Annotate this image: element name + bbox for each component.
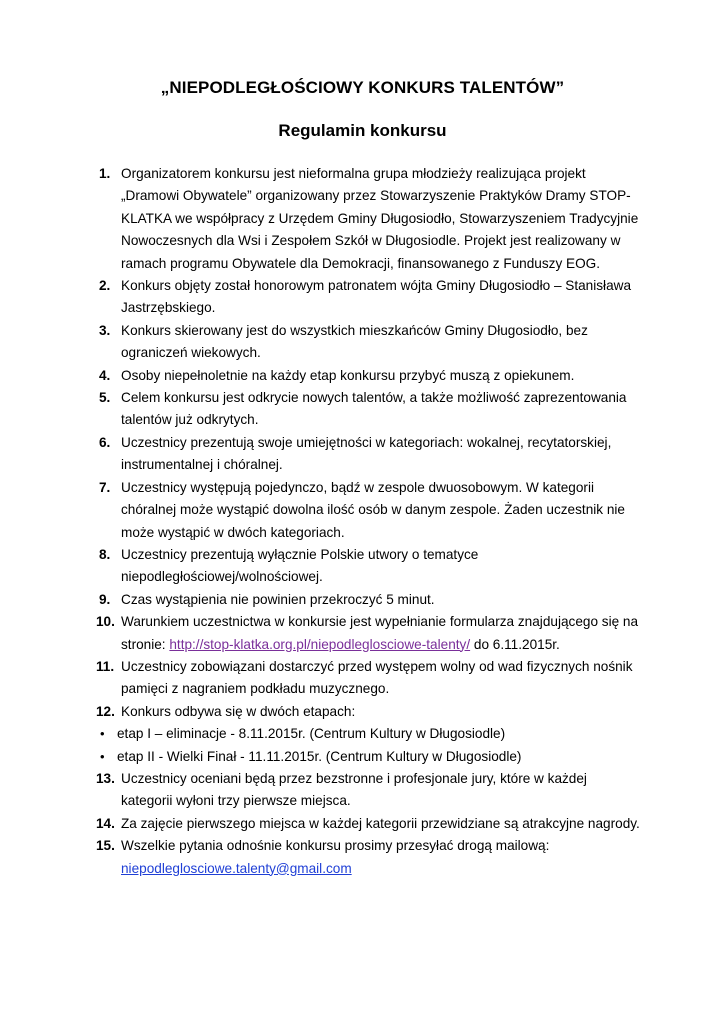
rule-text: Konkurs objęty został honorowym patronatem wójta Gminy Długosiodło – Stanisława Jastrzębskiego. xyxy=(121,278,632,316)
rule-7 xyxy=(96,477,641,544)
rule-text: Uczestnicy oceniani będą przez bezstronne i profesjonale jury, które w każdej kategorii wyłoni trzy pierwsze miejsca. xyxy=(121,770,587,809)
registration-form-link[interactable]: http://stop-klatka.org.pl/niepodleglosciowe-talenty/ xyxy=(169,636,471,652)
rule-13 xyxy=(96,768,641,813)
bullet-icon: • xyxy=(100,748,105,764)
rules-list xyxy=(96,163,641,880)
rule-number: 5. xyxy=(99,390,111,406)
rule-text: Uczestnicy występują pojedynczo, bądź w zespole dwuosobowym. W kategorii chóralnej może wystąpić dowolna ilość osób w danym zespole. Żaden uczestnik nie może wystąpić w dwóch kategoriach. xyxy=(121,479,625,540)
rule-text: Osoby niepełnoletnie na każdy etap konkursu przybyć muszą z opiekunem. xyxy=(121,367,575,383)
rule-text-deadline: do 6.11.2015r. xyxy=(470,636,560,652)
rule-4 xyxy=(96,365,641,387)
rule-number: 15. xyxy=(96,838,115,854)
rule-number: 12. xyxy=(96,703,115,719)
rule-11 xyxy=(96,656,641,701)
document-title: „NIEPODLEGŁOŚCIOWY KONKURS TALENTÓW” xyxy=(160,78,565,97)
rule-15 xyxy=(96,835,641,880)
rule-number: 14. xyxy=(96,815,115,831)
rule-text: Warunkiem uczestnictwa w konkursie jest wypełnianie formularza znajdującego się na stronie: xyxy=(121,614,639,652)
rule-text: Wszelkie pytania odnośnie konkursu prosimy przesyłać drogą mailową: xyxy=(121,838,550,854)
rule-text: Czas wystąpienia nie powinien przekroczyć 5 minut. xyxy=(121,591,435,607)
rule-1 xyxy=(96,163,641,275)
rule-number: 4. xyxy=(99,367,111,383)
stage-1 xyxy=(96,723,641,745)
rule-14 xyxy=(96,813,641,835)
rule-text: Konkurs skierowany jest do wszystkich mieszkańców Gminy Długosiodło, bez ograniczeń wiekowych. xyxy=(121,322,588,361)
rule-5 xyxy=(96,387,641,432)
rule-text: Organizatorem konkursu jest nieformalna grupa młodzieży realizująca projekt „Dramowi Obywatele” organizowany przez Stowarzyszenie Praktyków Dramy STOP-KLATKA we współpracy z Urzędem Gminy Długosiodło, Stowarzyszeniem Tradycyjnie Nowoczesnych dla Wsi i Zespołem Szkół w Długosiodle. Projekt jest realizowany w ramach programu Obywatele dla Demokracji, finansowanego z Funduszy EOG. xyxy=(121,166,639,271)
rule-number: 8. xyxy=(99,546,111,562)
stage-text: etap I – eliminacje - 8.11.2015r. (Centrum Kultury w Długosiodle) xyxy=(117,726,506,742)
stage-2 xyxy=(96,746,641,768)
contact-email-link[interactable]: niepodleglosciowe.talenty@gmail.com xyxy=(121,860,352,876)
rule-number: 7. xyxy=(99,479,111,495)
rule-number: 10. xyxy=(96,614,115,630)
rule-6 xyxy=(96,432,641,477)
rule-10 xyxy=(96,611,641,656)
rule-number: 6. xyxy=(99,434,111,450)
rule-3 xyxy=(96,320,641,365)
bullet-icon: • xyxy=(100,726,105,742)
rule-2 xyxy=(96,275,641,320)
rule-text: Uczestnicy prezentują wyłącznie Polskie utwory o tematyce niepodległościowej/wolnościowej. xyxy=(121,546,479,585)
rule-number: 11. xyxy=(96,658,115,674)
stage-text: etap II - Wielki Finał - 11.11.2015r. (Centrum Kultury w Długosiodle) xyxy=(117,748,522,764)
rule-8 xyxy=(96,544,641,589)
rule-number: 3. xyxy=(99,322,111,338)
rule-text: Celem konkursu jest odkrycie nowych talentów, a także możliwość zaprezentowania talentów już odkrytych. xyxy=(121,390,627,428)
rule-number: 9. xyxy=(99,591,111,607)
rule-text: Za zajęcie pierwszego miejsca w każdej kategorii przewidziane są atrakcyjne nagrody. xyxy=(121,815,640,831)
rule-number: 2. xyxy=(99,278,111,294)
rule-number: 1. xyxy=(99,166,111,181)
rule-number: 13. xyxy=(96,770,115,786)
rule-text: Uczestnicy zobowiązani dostarczyć przed występem wolny od wad fizycznych nośnik pamięci z nagraniem podkładu muzycznego. xyxy=(121,658,633,697)
document-subtitle: Regulamin konkursu xyxy=(278,121,447,140)
rule-9 xyxy=(96,589,641,611)
rule-text: Uczestnicy prezentują swoje umiejętności w kategoriach: wokalnej, recytatorskiej, instrumentalnej i chóralnej. xyxy=(121,434,612,473)
rule-12 xyxy=(96,701,641,723)
rule-text: Konkurs odbywa się w dwóch etapach: xyxy=(121,703,356,719)
